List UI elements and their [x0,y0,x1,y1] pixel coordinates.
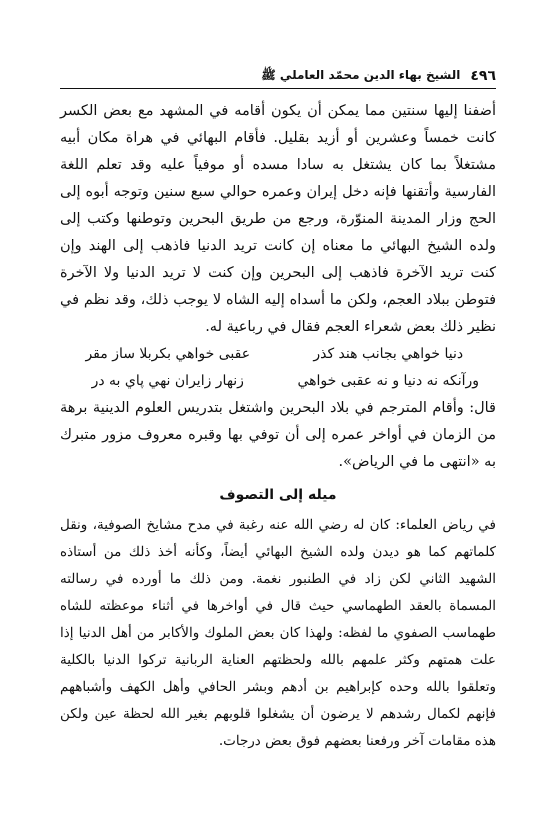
page-number: ٤٩٦ [470,68,496,84]
poem-hemistich: زنهار زايران نهي پاي به در [91,373,244,389]
page-body [60,98,496,755]
page-header [60,66,496,86]
header-rule [60,88,496,89]
poem-hemistich: دنيا خواهي بجانب هند كذر [313,346,464,362]
running-title: الشيخ بهاء الدين محمّد العاملي ﷺ [261,67,461,82]
poem-line-1 [60,341,496,368]
persian-quatrain [60,341,496,395]
paragraph-1: أضفنا إليها سنتين مما يمكن أن يكون أقامه في المشهد مع بعض الكسر كانت خمساً وعشرين أو أزيد بقليل. فأقام البهائي في هراة مكان أبيه مشتغلاً بما كان يشتغل به سادا مسده أو موفياً عليه وقد تعلم اللغة الفارسية وأتقنها فإنه دخل إيران وعمره حوالي سبع سنين وتوجه أبوه إلى الحج وزار المدينة المنوّرة، ورجع من طريق البحرين وتوطنها وكتب إلى ولده الشيخ البهائي ما معناه إن كانت تريد الدنيا فاذهب إلى الهند وإن كنت تريد الآخرة فاذهب إلى البحرين وإن كنت لا تريد الدنيا ولا الآخرة فتوطن ببلاد العجم، ولكن ما أسداه إليه الشاه لا يوجب ذلك، وقد نظم في نظير ذلك بعض شعراء العجم فقال في رباعية له. [60,103,496,335]
poem-hemistich: عقبى خواهي بكربلا ساز مقر [85,346,251,362]
poem-line-2 [60,368,496,395]
paragraph-3: في رياض العلماء: كان له رضي الله عنه رغبة في مدح مشايخ الصوفية، ونقل كلماتهم كما هو ديدن ولده الشيخ البهائي أيضاً، وكأنه أخذ ذلك من أستاذه الشهيد الثاني لكن زاد في الطنبور نغمة. ومن ذلك ما أورده في رسالته المسماة بالعقد الطهماسي حيث قال في أواخرها في أثناء موعظته للشاه طهماسب الصفوي ما لفظه: ولهذا كان بعض الملوك والأكابر من أهل الدنيا إذا علت همتهم وكثر علمهم بالله ولحظتهم العناية الربانية تركوا الدنيا بالكلية وتعلقوا بالله وحده كإبراهيم بن أدهم وبشر الحافي وأهل الكهف وأشباههم فإنهم لكمال رشدهم لا يرضون أن يشغلوا قلوبهم بغير الله لحظة عين ولكن هذه مقامات آخر ورفعنا بعضهم فوق بعض درجات. [60,517,496,749]
poem-hemistich: ورآنكه نه دنيا و نه عقبى خواهي [297,373,480,389]
section-heading: ميله إلى التصوف [219,487,337,503]
paragraph-2: قال: وأقام المترجم في بلاد البحرين واشتغل بتدريس العلوم الدينية برهة من الزمان في أواخر عمره إلى أن توفي بها وقبره معروف مزور متبرك به «انتهى ما في الرياض». [60,400,496,470]
